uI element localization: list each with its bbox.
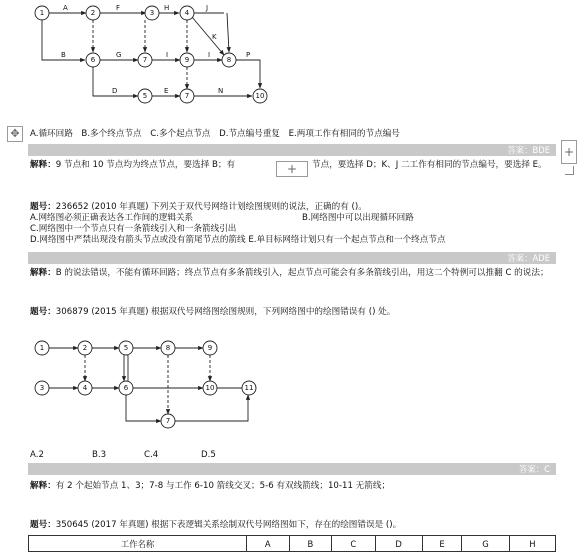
node-10 <box>253 89 267 103</box>
svg-text:9: 9 <box>207 344 213 352</box>
svg-text:2: 2 <box>90 9 96 17</box>
node-7 <box>161 414 175 428</box>
svg-text:10: 10 <box>205 384 215 392</box>
node-10 <box>203 381 217 395</box>
network-diagram-2 <box>28 336 268 436</box>
q3-analysis: 解释：有 2 个起始节点 1、3；7-8 与工作 6-10 箭线交叉；5-6 有双线箭线；10-11 无箭线； <box>30 481 391 491</box>
svg-text:5: 5 <box>142 92 148 100</box>
svg-text:1: 1 <box>39 9 45 17</box>
table-header-cell: G <box>462 536 509 552</box>
node-1 <box>35 6 49 20</box>
svg-text:5: 5 <box>123 344 129 352</box>
node-9 <box>180 53 194 67</box>
node-2 <box>78 341 92 355</box>
table-header-cell: E <box>422 536 462 552</box>
node-8 <box>222 53 236 67</box>
move-handle-icon[interactable]: ✥ <box>7 126 23 142</box>
svg-text:7: 7 <box>184 92 190 100</box>
node-8 <box>161 341 175 355</box>
add-plus-button-inline[interactable]: + <box>276 161 308 177</box>
q2-answer: 答案：ADE <box>507 253 550 263</box>
q3-answer: 答案：C <box>519 464 550 474</box>
resize-corner-icon[interactable] <box>565 166 574 175</box>
table-header-cell: C <box>332 536 375 552</box>
q4-logic-table <box>28 535 556 552</box>
node-3 <box>145 6 159 20</box>
q3-option-a: A.2 <box>30 450 44 460</box>
q2-option-a: A.网络图必须正确表达各工作间的逻辑关系 <box>30 213 194 223</box>
svg-text:8: 8 <box>226 56 232 64</box>
table-header-cell: A <box>246 536 289 552</box>
q3-option-b: B.3 <box>92 450 107 460</box>
svg-text:4: 4 <box>82 384 88 392</box>
node-5 <box>138 89 152 103</box>
node-3 <box>35 381 49 395</box>
arrow-label-H: H <box>164 4 170 12</box>
q3-option-d: D.5 <box>201 450 216 460</box>
arrow-label-G: G <box>116 51 122 59</box>
arrow-label-E: E <box>164 87 169 95</box>
arrow-label-D: D <box>112 87 118 95</box>
svg-text:2: 2 <box>82 344 88 352</box>
node-2 <box>86 6 100 20</box>
arrow-label-P: P <box>246 51 251 59</box>
table-header-cell: H <box>509 536 555 552</box>
arrow-label-J: J <box>206 4 209 12</box>
node-1 <box>35 341 49 355</box>
q2-analysis: 解释：B 的说法错误，不能有循环回路；终点节点有多条箭线引入，起点节点可能会有多条箭线引出，用这二个特例可以推翻 C 的说法； <box>30 268 549 278</box>
arrow-4-8 <box>192 17 224 55</box>
arrow-k-8 <box>227 13 229 52</box>
q1-analysis-line2: 节点，要选择 D；K、J 二工作有相同的节点编号，要选择 E。 <box>312 160 547 170</box>
arrow-label-B: B <box>61 51 66 59</box>
q2-answer-band <box>28 252 556 264</box>
arrow-label-I-2: I <box>208 51 211 59</box>
svg-text:7: 7 <box>142 56 148 64</box>
table-row <box>29 536 556 552</box>
arrow-8-10 <box>236 60 260 88</box>
table-header-cell: B <box>289 536 332 552</box>
q3-stem: 题号：306879 (2015 年真题) 根据双代号网络图绘图规则，下列网络图中的绘图错误有 () 处。 <box>30 307 396 317</box>
svg-text:3: 3 <box>149 9 155 17</box>
arrow-6-7 <box>126 395 161 421</box>
svg-text:1: 1 <box>39 344 45 352</box>
network-diagram-1 <box>28 0 288 112</box>
q4-stem: 题号：350645 (2017 年真题) 根据下表逻辑关系绘制双代号网络图如下，存在的绘图错误是 ()。 <box>30 520 402 530</box>
svg-text:4: 4 <box>184 9 190 17</box>
arrow-label-N: N <box>218 87 224 95</box>
arrow-label-A: A <box>63 4 68 12</box>
node-7b <box>180 89 194 103</box>
svg-text:7: 7 <box>165 417 171 425</box>
q1-options: A.循环回路 B.多个终点节点 C.多个起点节点 D.节点编号重复 E.两项工作有相同的节点编号 <box>30 129 400 139</box>
node-4 <box>180 6 194 20</box>
q3-option-c: C.4 <box>144 450 159 460</box>
arrow-label-F: F <box>116 4 121 12</box>
table-header-cell: D <box>375 536 422 552</box>
q2-option-b: B.网络图中可以出现循环回路 <box>302 213 414 223</box>
node-6 <box>119 381 133 395</box>
q1-analysis-line1: 解释：9 节点和 10 节点均为终点节点，要选择 B；有 <box>30 160 236 170</box>
node-9 <box>203 341 217 355</box>
node-5 <box>119 341 133 355</box>
q2-option-c: C.网络图中一个节点只有一条箭线引入和一条箭线引出 <box>30 224 237 234</box>
svg-text:6: 6 <box>90 56 96 64</box>
arrow-label-K: K <box>212 33 217 41</box>
node-11 <box>242 381 256 395</box>
q1-answer: 答案：BDE <box>507 145 550 155</box>
add-plus-button-right[interactable]: + <box>561 140 577 164</box>
svg-text:3: 3 <box>39 384 45 392</box>
table-header-cell: 工作名称 <box>29 536 247 552</box>
q3-answer-band <box>28 463 556 475</box>
svg-text:8: 8 <box>165 344 171 352</box>
arrow-label-I-1: I <box>166 51 169 59</box>
node-6 <box>86 53 100 67</box>
svg-text:9: 9 <box>184 56 190 64</box>
arrow-7-8 <box>175 395 248 421</box>
node-4 <box>78 381 92 395</box>
q1-answer-band <box>28 144 556 156</box>
svg-text:11: 11 <box>244 384 254 392</box>
q2-stem: 题号：236652 (2010 年真题) 下列关于双代号网络计划绘图规则的说法，正确的有 ()。 <box>30 202 367 212</box>
svg-text:6: 6 <box>123 384 129 392</box>
q2-option-de: D.网络图中严禁出现没有箭头节点或没有箭尾节点的箭线 E.单目标网络计划只有一个起点节点和一个终点节点 <box>30 235 446 245</box>
node-7a <box>138 53 152 67</box>
svg-text:10: 10 <box>255 92 265 100</box>
